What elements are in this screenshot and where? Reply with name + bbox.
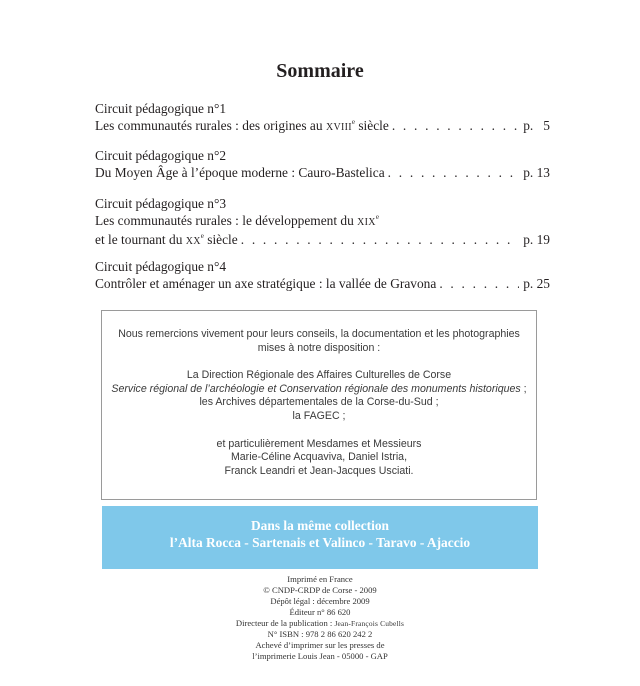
collection-title: Dans la même collection — [251, 518, 389, 533]
toc-entry-2[interactable] — [95, 147, 550, 181]
acknowledgements-box — [101, 310, 537, 500]
toc-text-line2: et le tournant du XXe siècle — [95, 232, 238, 247]
collection-titles: l’Alta Rocca - Sartenais et Valinco - Taravo - Ajaccio — [169, 535, 471, 550]
toc-heading: Circuit pédagogique n°3 — [95, 196, 227, 211]
collection-banner — [102, 506, 538, 569]
thanks-drac: La Direction Régionale des Affaires Culturelles de Corse — [186, 369, 452, 382]
toc-heading: Circuit pédagogique n°2 — [95, 148, 227, 163]
thanks-people-3: Franck Leandri et Jean-Jacques Usciati. — [224, 464, 414, 477]
toc-entry-1[interactable] — [95, 100, 550, 136]
leader-dots — [388, 164, 520, 181]
toc-text: Les communautés rurales : des origines au XVIIIe siècle — [95, 118, 389, 133]
thanks-people-1: et particulièrement Mesdames et Messieurs — [216, 437, 422, 450]
toc-page: p. 25 — [523, 276, 550, 291]
imprint-line: © CNDP-CRDP de Corse - 2009 — [263, 585, 377, 595]
imprint-line: Imprimé en France — [287, 574, 353, 584]
toc-text: Contrôler et aménager un axe stratégique : la vallée de Gravona — [95, 276, 437, 291]
imprint-line: Dépôt légal : décembre 2009 — [270, 596, 370, 606]
thanks-people-2: Marie-Céline Acquaviva, Daniel Istria, — [230, 451, 408, 464]
thanks-service: Service régional de l’archéologie et Conservation régionale des monuments historiques ; — [111, 382, 527, 395]
thanks-intro-1: Nous remercions vivement pour leurs conseils, la documentation et les photographies — [118, 328, 520, 340]
toc-page: p. 5 — [523, 118, 550, 133]
imprint-line: Achevé d’imprimer sur les presses de — [255, 640, 385, 650]
toc-text: Du Moyen Âge à l’époque moderne : Cauro-Bastelica — [95, 165, 385, 180]
imprint-line: Directeur de la publication : Jean-François Cubells — [235, 618, 405, 628]
toc-entry-4[interactable] — [95, 258, 550, 292]
toc-page: p. 13 — [523, 165, 550, 180]
thanks-intro-2: mises à notre disposition : — [257, 341, 381, 354]
leader-dots — [241, 231, 519, 248]
toc-entry-3[interactable] — [95, 195, 550, 250]
thanks-fagec: la FAGEC ; — [292, 409, 346, 422]
leader-dots — [392, 117, 519, 134]
leader-dots — [439, 275, 519, 292]
imprint — [0, 574, 640, 662]
toc-heading: Circuit pédagogique n°4 — [95, 259, 227, 274]
toc-text-line1: Les communautés rurales : le développement du XIXe — [95, 213, 379, 228]
toc-page: p. 19 — [523, 232, 550, 247]
imprint-line: N° ISBN : 978 2 86 620 242 2 — [267, 629, 373, 639]
page-title: Sommaire — [276, 60, 364, 82]
imprint-line: Éditeur n° 86 620 — [289, 607, 351, 617]
thanks-archives: les Archives départementales de la Corse-du-Sud ; — [199, 396, 439, 409]
toc-heading: Circuit pédagogique n°1 — [95, 101, 227, 116]
imprint-line: l’imprimerie Louis Jean - 05000 - GAP — [252, 651, 388, 661]
